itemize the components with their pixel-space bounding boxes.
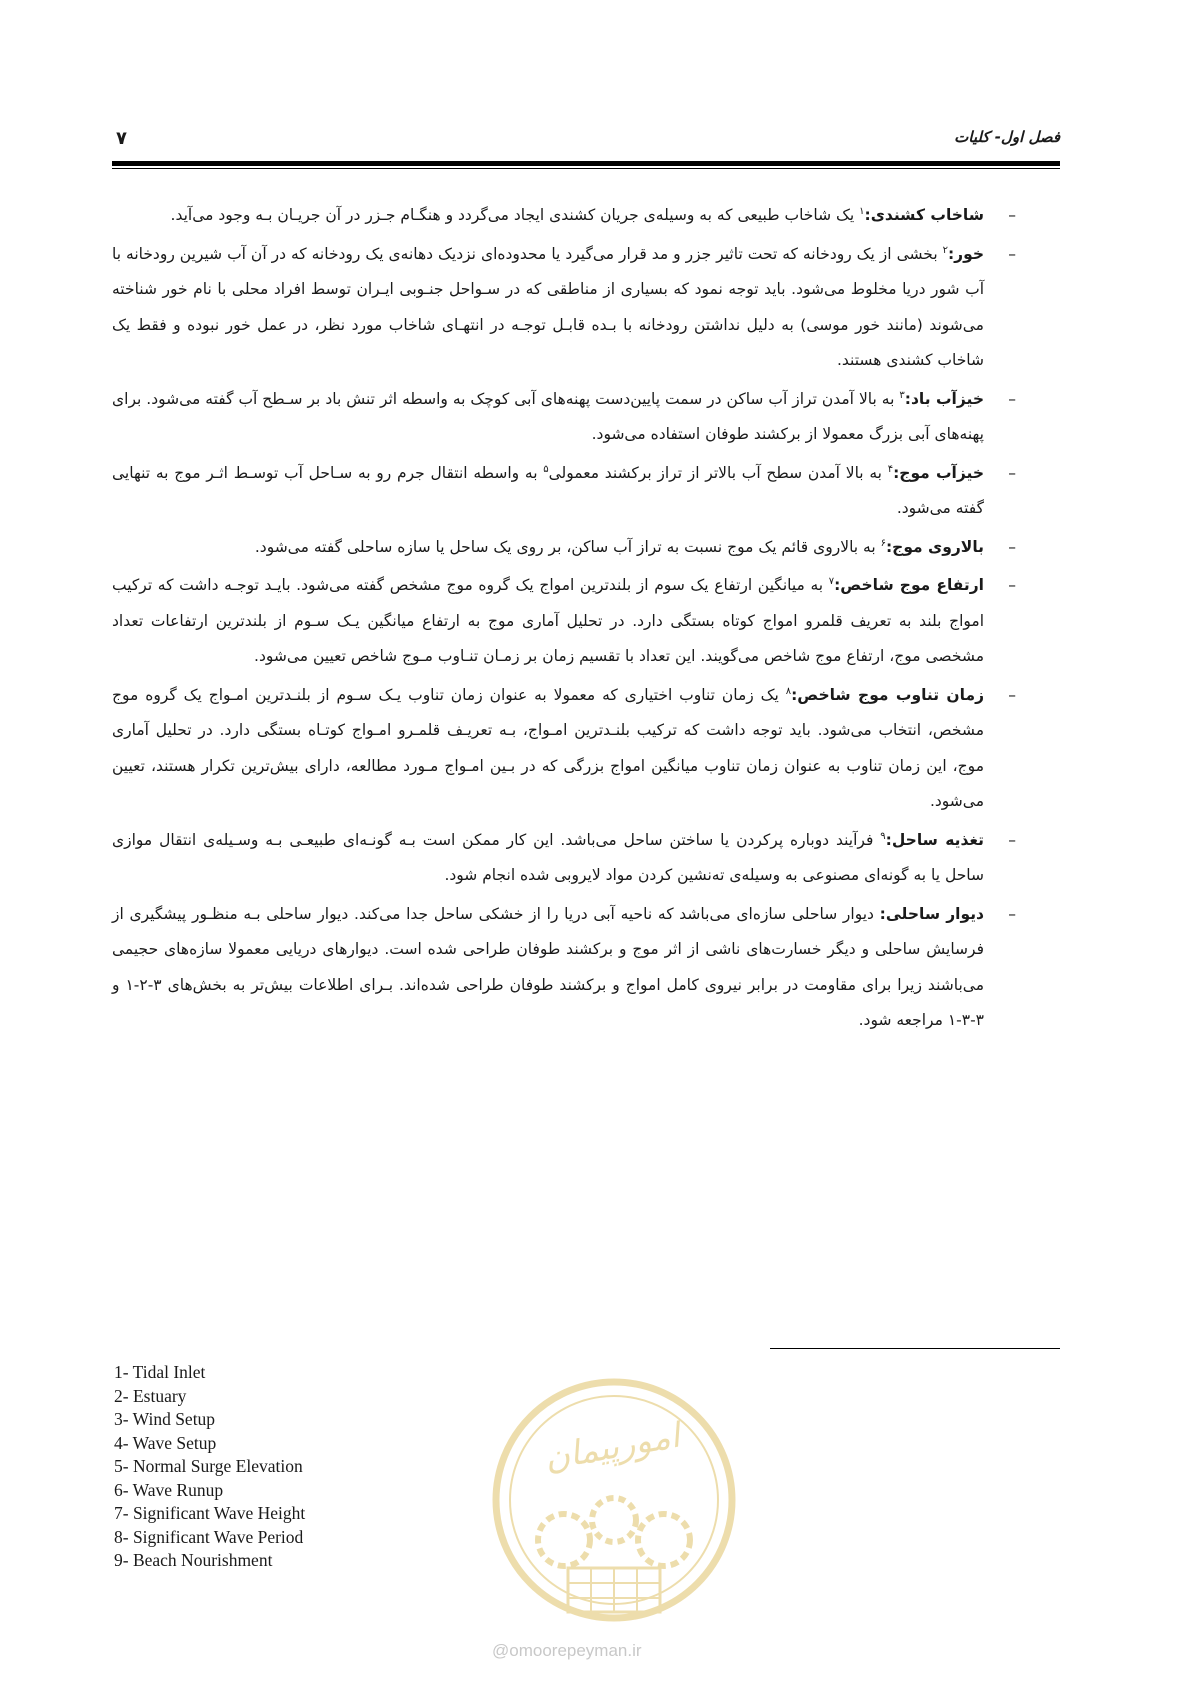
entry-term: دیوار ساحلی: [879, 904, 984, 923]
page-header [112, 128, 1060, 158]
entry-text: به واسطه انتقال جرم رو به سـاحل آب توسـط اثـر موج به تنهایی گفته می‌شود. [112, 463, 984, 517]
entry-term: خیزآب باد: [904, 389, 985, 408]
footnote-item: 3- Wind Setup [114, 1409, 216, 1429]
footnote-separator [770, 1348, 1060, 1349]
entry-term: شاخاب کشندی: [864, 206, 984, 224]
footnote-item: 9- Beach Nourishment [114, 1550, 273, 1570]
footnote-item: 5- Normal Surge Elevation [114, 1456, 303, 1476]
entry-term: خور: [947, 244, 984, 263]
svg-text:امورپیمان: امورپیمان [541, 1415, 683, 1479]
footnotes [114, 1361, 305, 1573]
entry-term: ارتفاع موج شاخص: [834, 576, 984, 594]
entry-text: یک زمان تناوب اختیاری که معمولا به عنوان زمان تناوب یـک سـوم از بلنـدترین امـواج یک گروه موج مشخص، انتخاب می‌شود. باید توجه داشت که ترکیب بلنـدترین امـواج، بـه تعریـف قلمـرو امـواج کوتـاه بستگی دارد. در تحلیل آماری موج، این زمان تناوب به عنوان زمان تناوب میانگین امواج بزرگی که در بـین امـواج مـورد مطالعه، دارای بیش‌ترین تکرار هستند، تعیین می‌شود. [112, 685, 984, 810]
watermark-logo [484, 1370, 744, 1640]
footnote-ref: ۸ [785, 685, 792, 697]
footnote-item: 8- Significant Wave Period [114, 1526, 304, 1547]
footnote-ref: ۱ [859, 205, 865, 217]
footnote-item: 7- Significant Wave Height [114, 1503, 306, 1523]
glossary-entry: – بالاروی موج:$^۶$ به بالاروی قائم یک موج نسبت به تراز آب ساکن، بر روی یک ساحل یا سازه ساحلی گفته می‌شود. [254, 537, 1016, 556]
entry-text: بخشی از یک رودخانه که تحت تاثیر جزر و مد قرار می‌گیرد یا محدوده‌ای نزدیک دهانه‌ی یک رودخانه که در آن آب شیرین رودخانه با آب شور دریا مخلوط می‌شود. باید توجه نمود که بسیاری از مناطقی که در سـواحل جنـوبی ایـران توسط افراد محلی با نام خور شناخته می‌شوند (مانند خور موسی) به دلیل نداشتن رودخانه با بـده قابـل توجـه در انتهـای شاخاب مورد نظر، در عمل خور نبوده و فقط یک شاخاب کشندی هستند. [112, 244, 984, 369]
footnote-ref: ۲ [942, 244, 948, 256]
entry-text: به میانگین ارتفاع یک سوم از بلندترین امواج یک گروه موج مشخص گفته می‌شود. بایـد توجـه داشت که ترکیب امواج بلند به تعریف قلمرو امواج کوتاه بستگی دارد. در تحلیل آماری موج به ارتفاع میانگین یـک سـوم از بلندترین ارتفاعات تعداد مشخصی موج، ارتفاع موج شاخص می‌گویند. این تعداد با تقسیم زمان بر زمـان تنـاوب مـوج شاخص تعیین می‌شود. [112, 576, 984, 665]
footnote-ref: ۹ [880, 830, 886, 842]
entry-text: یک شاخاب طبیعی که به وسیله‌ی جریان کشندی ایجاد می‌گردد و هنگـام جـزر در آن جریـان بـه وجود می‌آید. [170, 206, 860, 224]
header-rule-thin [112, 168, 1060, 169]
glossary-entry: – زمان تناوب موج شاخص:$^۸$ یک زمان تناوب اختیاری که معمولا به عنوان زمان تناوب یـک سـوم از بلنـدترین امـواج یک گروه موج مشخص، انتخاب می‌شود. باید توجه داشت که ترکیب بلنـدترین امـواج، بـه تعریـف قلمـرو امـواج کوتـاه بستگی دارد. در تحلیل آماری موج، این زمان تناوب به عنوان زمان تناوب میانگین امواج بزرگی که در بـین امـواج مـورد مطالعه، دارای بیش‌ترین تکرار هستند، تعیین می‌شود. [112, 685, 1016, 810]
footnote-item: 1- Tidal Inlet [114, 1362, 206, 1382]
footnote-ref: ۴ [887, 463, 894, 475]
footnote-ref: ۳ [899, 389, 905, 401]
entry-text: دیوار ساحلی سازه‌ای می‌باشد که ناحیه آبی دریا را از خشکی ساحل جدا می‌کند. دیوار ساحلی بـه منظـور پیشگیری از فرسایش ساحلی و دیگر خسارت‌های ناشی از اثر موج و برکشند طوفان طراحی شده است. دیوارهای دریایی معمولا سازه‌های حجیمی می‌باشند زیرا برای مقاومت در برابر نیروی کامل امواج و برکشند طوفان طراحی شده‌اند. بـرای اطلاعات بیش‌تر به بخش‌های ۳-۲-۱ و ۳-۳-۱ مراجعه شود. [112, 904, 984, 1029]
body-text [112, 198, 1020, 1042]
glossary-entry: – شاخاب کشندی:$^۱$ یک شاخاب طبیعی که به وسیله‌ی جریان کشندی ایجاد می‌گردد و هنگـام جـزر در آن جریـان بـه وجود می‌آید. [170, 205, 1016, 224]
entry-term: خیزآب موج: [893, 463, 984, 482]
glossary-entry: – تغذیه ساحل:$^۹$ فرآیند دوباره پرکردن یا ساختن ساحل می‌باشد. این کار ممکن است بـه گونـه‌ای طبیعـی بـه وسـیله‌ی انتقال موازی ساحل یا به گونه‌ای مصنوعی به وسیله‌ی ته‌نشین کردن مواد لایروبی شده انجام شود. [112, 830, 1016, 884]
footnote-item: 2- Estuary [114, 1385, 187, 1406]
entry-text: به بالاروی قائم یک موج نسبت به تراز آب ساکن، بر روی یک ساحل یا سازه ساحلی گفته می‌شود. [254, 537, 881, 556]
glossary-entry: – خور:$^۲$ بخشی از یک رودخانه که تحت تاثیر جزر و مد قرار می‌گیرد یا محدوده‌ای نزدیک دهانه‌ی یک رودخانه که در آن آب شیرین رودخانه با آب شور دریا مخلوط می‌شود. باید توجه نمود که بسیاری از مناطقی که در سـواحل جنـوبی ایـران توسط افراد محلی با نام خور شناخته می‌شوند (مانند خور موسی) به دلیل نداشتن رودخانه با بـده قابـل توجـه در انتهـای شاخاب مورد نظر، در عمل خور نبوده و فقط یک شاخاب کشندی هستند. [112, 244, 1016, 369]
glossary-entry: – ارتفاع موج شاخص:$^۷$ به میانگین ارتفاع یک سوم از بلندترین امواج یک گروه موج مشخص گفته می‌شود. بایـد توجـه داشت که ترکیب امواج بلند به تعریف قلمرو امواج کوتاه بستگی دارد. در تحلیل آماری موج به ارتفاع میانگین یـک سـوم از بلندترین ارتفاعات تعداد مشخصی موج، ارتفاع موج شاخص می‌گویند. این تعداد با تقسیم زمان بر زمـان تنـاوب مـوج شاخص تعیین می‌شود. [112, 575, 1016, 665]
entry-term: زمان تناوب موج شاخص: [791, 685, 984, 704]
glossary-entry: – خیزآب باد:$^۳$ به بالا آمدن تراز آب ساکن در سمت پایین‌دست پهنه‌های آبی کوچک به واسطه اثر تنش باد بر سـطح آب گفته می‌شود. برای پهنه‌های آبی بزرگ معمولا از برکشند طوفان استفاده می‌شود. [112, 389, 1016, 443]
watermark-url: @omoorepeyman.ir [492, 1641, 642, 1660]
footnote-ref: ۵ [543, 463, 549, 475]
running-head: فصل اول- کلیات [954, 128, 1060, 146]
footnote-item: 4- Wave Setup [114, 1432, 217, 1453]
footnote-ref: ۷ [828, 575, 835, 587]
glossary-entry: – خیزآب موج:$^۴$ به بالا آمدن سطح آب بالاتر از تراز برکشند معمولی$^۵$ به واسطه انتقال جرم رو به سـاحل آب توسـط اثـر موج به تنهایی گفته می‌شود. [112, 463, 1016, 517]
entry-text: به بالا آمدن تراز آب ساکن در سمت پایین‌دست پهنه‌های آبی کوچک به واسطه اثر تنش باد بر سـطح آب گفته می‌شود. برای پهنه‌های آبی بزرگ معمولا از برکشند طوفان استفاده می‌شود. [112, 389, 984, 443]
entry-term: بالاروی موج: [885, 537, 984, 556]
glossary-entry: – دیوار ساحلی: دیوار ساحلی سازه‌ای می‌باشد که ناحیه آبی دریا را از خشکی ساحل جدا می‌کند. دیوار ساحلی بـه منظـور پیشگیری از فرسایش ساحلی و دیگر خسارت‌های ناشی از اثر موج و برکشند طوفان طراحی شده است. دیوارهای دریایی معمولا سازه‌های حجیمی می‌باشند زیرا برای مقاومت در برابر نیروی کامل امواج و برکشند طوفان طراحی شده‌اند. بـرای اطلاعات بیش‌تر به بخش‌های ۳-۲-۱ و ۳-۳-۱ مراجعه شود. [112, 904, 1016, 1029]
header-rule-thick [112, 161, 1060, 166]
footnote-item: 6- Wave Runup [114, 1479, 224, 1500]
entry-text: فرآیند دوباره پرکردن یا ساختن ساحل می‌باشد. این کار ممکن است بـه گونـه‌ای طبیعـی بـه وسـیله‌ی انتقال موازی ساحل یا به گونه‌ای مصنوعی به وسیله‌ی ته‌نشین کردن مواد لایروبی شده انجام شود. [112, 830, 984, 884]
footnote-ref: ۶ [880, 537, 886, 549]
entry-text: به بالا آمدن سطح آب بالاتر از تراز برکشند معمولی [548, 463, 888, 482]
entry-term: تغذیه ساحل: [885, 830, 984, 849]
page-number: ۷ [116, 128, 127, 149]
